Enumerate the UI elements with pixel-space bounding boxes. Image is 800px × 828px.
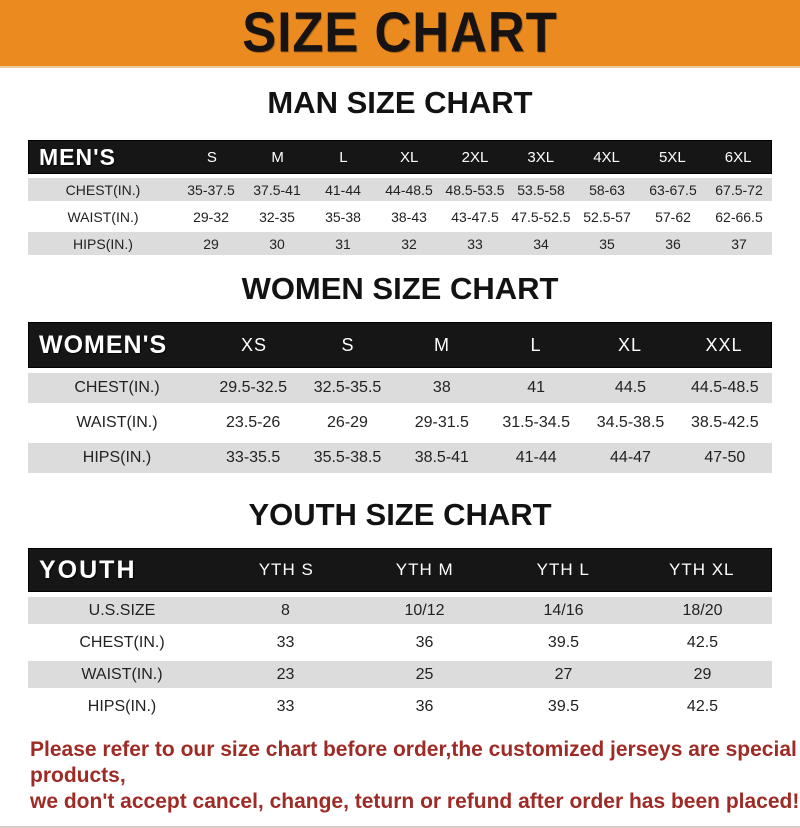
size-value-cell: 36 xyxy=(415,633,434,651)
mens-table-corner-label: MEN'S xyxy=(39,143,116,170)
size-chart-banner xyxy=(0,0,800,68)
table-row xyxy=(28,661,772,688)
size-value-cell: 44-48.5 xyxy=(385,181,433,198)
size-value-cell: 41-44 xyxy=(325,181,361,198)
size-column-header: L xyxy=(339,148,348,166)
size-column-header: XS xyxy=(240,334,267,355)
row-label: U.S.SIZE xyxy=(88,601,156,619)
size-value-cell: 39.5 xyxy=(547,633,580,651)
disclaimer-text xyxy=(30,737,800,815)
row-label: WAIST(IN.) xyxy=(81,665,163,683)
size-value-cell: 35.5-38.5 xyxy=(313,449,382,467)
size-value-cell: 48.5-53.5 xyxy=(445,181,505,198)
size-value-cell: 44.5-48.5 xyxy=(691,379,759,397)
row-label: CHEST(IN.) xyxy=(65,181,141,198)
size-value-cell: 23.5-26 xyxy=(226,414,281,432)
size-value-cell: 38.5-41 xyxy=(414,449,469,467)
size-value-cell: 31.5-34.5 xyxy=(502,414,570,432)
size-value-cell: 18/20 xyxy=(682,601,723,619)
size-value-cell: 57-62 xyxy=(655,208,691,225)
size-value-cell: 32 xyxy=(401,235,417,252)
size-column-header: 5XL xyxy=(658,148,686,166)
size-column-header: S xyxy=(341,334,355,355)
size-value-cell: 33 xyxy=(276,697,295,715)
size-value-cell: 25 xyxy=(415,665,434,683)
size-column-header: YTH XL xyxy=(668,560,735,580)
row-label: CHEST(IN.) xyxy=(79,633,165,651)
size-column-header: S xyxy=(206,148,217,166)
man-size-chart-heading: MAN SIZE CHART xyxy=(267,85,533,120)
mens-size-table xyxy=(28,140,772,255)
womens-size-table xyxy=(28,322,772,473)
womens-table-corner-label: WOMEN'S xyxy=(39,330,168,359)
size-column-header: YTH L xyxy=(536,560,590,580)
youth-table-corner-label: YOUTH xyxy=(39,555,137,584)
size-value-cell: 53.5-58 xyxy=(517,181,565,198)
mens-table-header-row xyxy=(28,140,772,174)
size-value-cell: 34 xyxy=(533,235,549,252)
youth-size-table xyxy=(28,548,772,720)
size-column-header: XL xyxy=(617,334,643,355)
row-label: HIPS(IN.) xyxy=(82,449,152,467)
women-size-chart-heading: WOMEN SIZE CHART xyxy=(241,271,559,307)
size-value-cell: 33 xyxy=(276,633,295,651)
row-label: WAIST(IN.) xyxy=(76,414,158,432)
size-value-cell: 42.5 xyxy=(686,633,719,651)
size-value-cell: 47.5-52.5 xyxy=(511,208,571,225)
size-value-cell: 29-32 xyxy=(193,208,229,225)
size-value-cell: 27 xyxy=(554,665,573,683)
size-column-header: 3XL xyxy=(527,148,555,166)
table-row xyxy=(28,178,772,201)
youth-size-chart-heading: YOUTH SIZE CHART xyxy=(248,497,552,533)
size-value-cell: 23 xyxy=(276,665,295,683)
size-value-cell: 38-43 xyxy=(391,208,427,225)
size-value-cell: 42.5 xyxy=(686,697,719,715)
size-value-cell: 37 xyxy=(731,235,747,252)
size-value-cell: 44.5 xyxy=(614,379,647,397)
table-row xyxy=(28,408,772,438)
table-row xyxy=(28,693,772,720)
womens-table-header-row xyxy=(28,322,772,368)
size-value-cell: 43-47.5 xyxy=(451,208,499,225)
size-value-cell: 67.5-72 xyxy=(715,181,763,198)
row-label: CHEST(IN.) xyxy=(74,379,160,397)
disclaimer-line-1: Please refer to our size chart before order,the customized jerseys are special products, xyxy=(30,738,797,788)
size-column-header: M xyxy=(271,148,284,166)
size-value-cell: 36 xyxy=(415,697,434,715)
size-column-header: 2XL xyxy=(461,148,489,166)
size-value-cell: 29 xyxy=(203,235,219,252)
size-value-cell: 26-29 xyxy=(327,414,368,432)
size-value-cell: 35-37.5 xyxy=(187,181,235,198)
table-row xyxy=(28,373,772,403)
size-value-cell: 32.5-35.5 xyxy=(313,379,382,397)
row-label: HIPS(IN.) xyxy=(87,697,157,715)
size-value-cell: 36 xyxy=(665,235,681,252)
size-column-header: XL xyxy=(400,148,419,166)
size-value-cell: 30 xyxy=(269,235,285,252)
size-value-cell: 29-31.5 xyxy=(414,414,469,432)
size-value-cell: 58-63 xyxy=(589,181,625,198)
size-value-cell: 32-35 xyxy=(259,208,295,225)
table-row xyxy=(28,205,772,228)
size-column-header: M xyxy=(434,334,450,355)
size-column-header: 6XL xyxy=(724,148,752,166)
size-value-cell: 41 xyxy=(527,379,546,397)
size-value-cell: 37.5-41 xyxy=(253,181,301,198)
size-value-cell: 62-66.5 xyxy=(715,208,763,225)
size-value-cell: 35-38 xyxy=(325,208,361,225)
size-column-header: YTH S xyxy=(258,560,314,580)
table-row xyxy=(28,232,772,255)
size-value-cell: 52.5-57 xyxy=(583,208,631,225)
size-chart-title: SIZE CHART xyxy=(242,1,558,65)
disclaimer-line-2: we don't accept cancel, change, teturn or refund after order has been placed! xyxy=(30,790,800,814)
table-row xyxy=(28,597,772,624)
size-value-cell: 38 xyxy=(432,379,451,397)
size-value-cell: 34.5-38.5 xyxy=(596,414,665,432)
size-value-cell: 35 xyxy=(599,235,615,252)
size-value-cell: 10/12 xyxy=(404,601,445,619)
size-value-cell: 31 xyxy=(335,235,351,252)
size-column-header: L xyxy=(530,334,542,355)
size-column-header: 4XL xyxy=(593,148,620,166)
size-value-cell: 29 xyxy=(693,665,712,683)
size-value-cell: 44-47 xyxy=(610,449,651,467)
table-row xyxy=(28,629,772,656)
size-value-cell: 39.5 xyxy=(547,697,580,715)
size-value-cell: 33 xyxy=(467,235,483,252)
row-label: HIPS(IN.) xyxy=(73,235,133,252)
size-value-cell: 41-44 xyxy=(515,449,557,467)
table-row xyxy=(28,443,772,473)
youth-table-header-row xyxy=(28,548,772,592)
size-value-cell: 38.5-42.5 xyxy=(691,414,759,432)
size-column-header: XXL xyxy=(705,334,743,355)
size-value-cell: 63-67.5 xyxy=(649,181,697,198)
size-value-cell: 14/16 xyxy=(543,601,584,619)
size-column-header: YTH M xyxy=(395,560,454,580)
size-value-cell: 29.5-32.5 xyxy=(219,379,287,397)
size-value-cell: 8 xyxy=(281,601,290,619)
row-label: WAIST(IN.) xyxy=(67,208,139,225)
size-value-cell: 47-50 xyxy=(704,449,746,467)
size-value-cell: 33-35.5 xyxy=(226,449,281,467)
